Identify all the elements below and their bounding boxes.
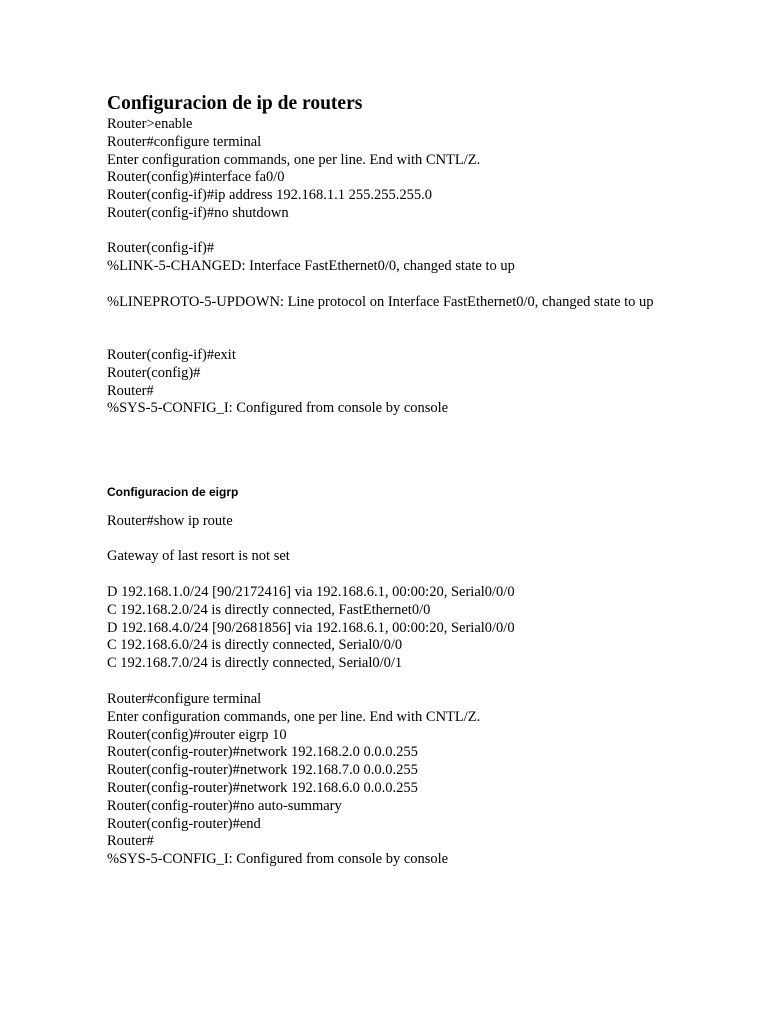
text-line: Router#configure terminal (107, 691, 262, 707)
text-line: %LINEPROTO-5-UPDOWN: Line protocol on Interface FastEthernet0/0, changed state to up (107, 294, 654, 310)
route-entry: D 192.168.1.0/24 [90/2172416] via 192.168.6.1, 00:00:20, Serial0/0/0 (107, 584, 515, 600)
text-line: Router#configure terminal (107, 133, 262, 150)
text-line: Router(config-if)#ip address 192.168.1.1 255.255.255.0 (107, 187, 432, 204)
text-line: %SYS-5-CONFIG_I: Configured from console by console (107, 400, 449, 417)
text-line: Router#show ip route (107, 513, 233, 529)
config-block-1 (107, 116, 687, 223)
text-line: Router# (107, 382, 154, 399)
text-line: Router# (107, 833, 154, 850)
route-entry: D 192.168.4.0/24 [90/2681856] via 192.168.6.1, 00:00:20, Serial0/0/0 (107, 619, 515, 636)
route-entry: C 192.168.7.0/24 is directly connected, Serial0/0/1 (107, 655, 403, 672)
text-line: Router(config-if)#exit (107, 347, 236, 363)
text-line: Router(config-if)# (107, 240, 215, 256)
eigrp-config-block (107, 691, 687, 869)
document-title: Configuracion de ip de routers (107, 93, 363, 114)
eigrp-subheading: Configuracion de eigrp (107, 485, 239, 499)
route-entry: C 192.168.2.0/24 is directly connected, FastEthernet0/0 (107, 601, 431, 618)
text-line: Router(config)#router eigrp 10 (107, 726, 287, 743)
text-line: Enter configuration commands, one per line. End with CNTL/Z. (107, 151, 481, 168)
text-line: %SYS-5-CONFIG_I: Configured from console by console (107, 851, 449, 868)
text-line: Router(config-if)#no shutdown (107, 204, 289, 221)
show-ip-route-command (107, 513, 687, 531)
config-block-2 (107, 240, 687, 276)
route-entry: C 192.168.6.0/24 is directly connected, Serial0/0/0 (107, 637, 403, 654)
text-line: Router(config-router)#network 192.168.2.0 0.0.0.255 (107, 744, 418, 761)
lineproto-message (107, 293, 687, 312)
text-line: Router(config)# (107, 364, 201, 381)
text-line: %LINK-5-CHANGED: Interface FastEthernet0/0, changed state to up (107, 257, 515, 274)
routing-table (107, 584, 687, 673)
text-line: Router>enable (107, 116, 193, 132)
gateway-line (107, 548, 687, 566)
text-line: Router(config)#interface fa0/0 (107, 169, 285, 186)
text-line: Router(config-router)#end (107, 815, 261, 832)
text-line: Router(config-router)#no auto-summary (107, 797, 342, 814)
text-line: Enter configuration commands, one per line. End with CNTL/Z. (107, 708, 481, 725)
text-line: Router(config-router)#network 192.168.7.0 0.0.0.255 (107, 762, 418, 779)
document-page (107, 0, 707, 1024)
config-block-3 (107, 347, 687, 418)
text-line: Router(config-router)#network 192.168.6.0 0.0.0.255 (107, 779, 418, 796)
text-line: Gateway of last resort is not set (107, 548, 290, 564)
